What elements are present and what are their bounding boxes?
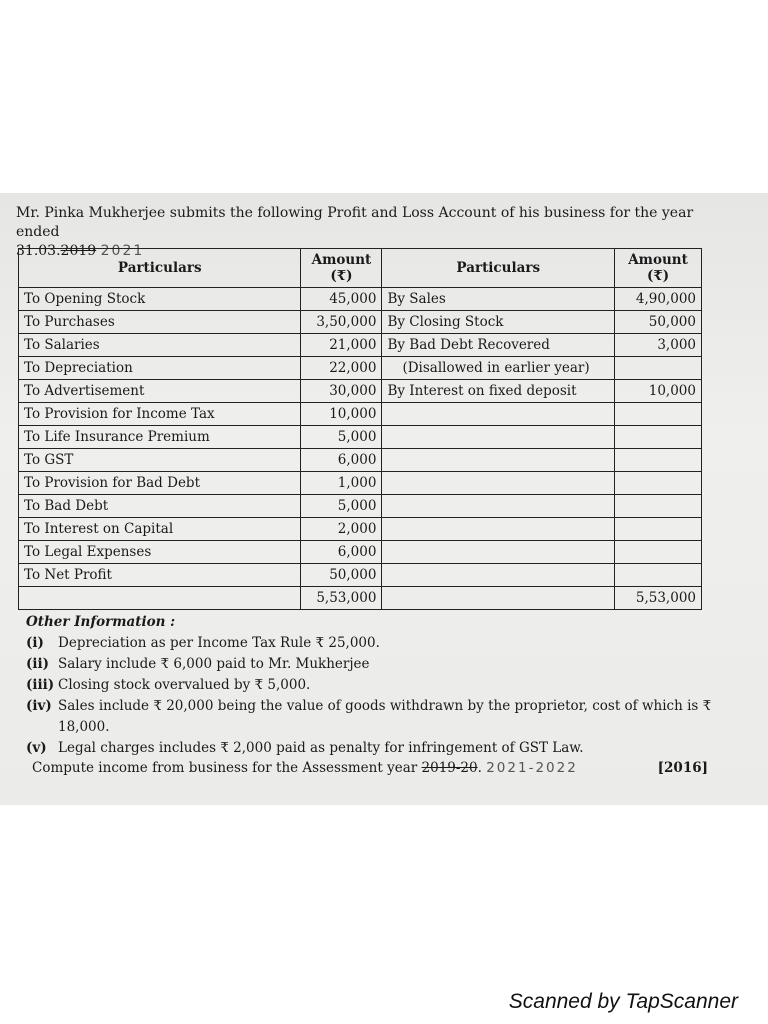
debit-amount: 5,000: [301, 495, 382, 518]
credit-label: By Sales: [382, 288, 615, 311]
debit-label: To Bad Debt: [19, 495, 301, 518]
other-info-heading: Other Information :: [26, 614, 176, 630]
table-total-row: [19, 587, 702, 610]
table-row: [19, 518, 702, 541]
debit-label: To Net Profit: [19, 564, 301, 587]
table-row: [19, 380, 702, 403]
debit-label: To Depreciation: [19, 357, 301, 380]
credit-amount: 4,90,000: [615, 288, 702, 311]
debit-label: To Life Insurance Premium: [19, 426, 301, 449]
table-row: [19, 541, 702, 564]
credit-amount: 10,000: [615, 380, 702, 403]
table-row: [19, 288, 702, 311]
credit-total: 5,53,000: [615, 587, 702, 610]
debit-total: 5,53,000: [301, 587, 382, 610]
debit-label: To Salaries: [19, 334, 301, 357]
debit-label: To Advertisement: [19, 380, 301, 403]
intro-text: Mr. Pinka Mukherjee submits the following Profit and Loss Account of his business for the year ended: [16, 205, 694, 240]
other-info-item: (ii) Salary include ₹ 6,000 paid to Mr. Mukherjee: [26, 656, 370, 672]
table-row: [19, 357, 702, 380]
debit-amount: 1,000: [301, 472, 382, 495]
debit-amount: 50,000: [301, 564, 382, 587]
debit-label: To Interest on Capital: [19, 518, 301, 541]
credit-label: By Closing Stock: [382, 311, 615, 334]
other-info-item: (iv) Sales include ₹ 20,000 being the value of goods withdrawn by the proprietor, cost of which is ₹ 18,000.: [26, 698, 712, 735]
profit-loss-table: [18, 248, 702, 610]
table-row: [19, 472, 702, 495]
debit-label: To GST: [19, 449, 301, 472]
question-reference: [2016]: [657, 760, 708, 776]
credit-amount-header: Amount (₹): [615, 249, 702, 288]
debit-amount: 5,000: [301, 426, 382, 449]
credit-label: (Disallowed in earlier year): [382, 357, 615, 380]
table-row: [19, 426, 702, 449]
other-info-item: (i) Depreciation as per Income Tax Rule ₹ 25,000.: [26, 635, 380, 651]
debit-label: To Legal Expenses: [19, 541, 301, 564]
scanner-watermark: Scanned by TapScanner: [508, 990, 738, 1013]
credit-label: By Interest on fixed deposit: [382, 380, 615, 403]
debit-amount: 10,000: [301, 403, 382, 426]
debit-particulars-header: Particulars: [19, 249, 301, 288]
intro-date-handwritten: 2021: [100, 243, 145, 259]
other-info-item: (iii) Closing stock overvalued by ₹ 5,000.: [26, 677, 311, 693]
question-year-struck: 2019-20: [421, 760, 478, 776]
question-text: Compute income from business for the Assessment year: [32, 760, 418, 776]
debit-amount: 6,000: [301, 449, 382, 472]
credit-amount: [615, 357, 702, 380]
debit-amount: 30,000: [301, 380, 382, 403]
other-info-item: (v) Legal charges includes ₹ 2,000 paid as penalty for infringement of GST Law.: [26, 740, 584, 756]
debit-amount: 21,000: [301, 334, 382, 357]
intro-date-prefix: 31.03.: [16, 243, 61, 259]
debit-label: To Provision for Income Tax: [19, 403, 301, 426]
credit-amount: 50,000: [615, 311, 702, 334]
credit-particulars-header: Particulars: [382, 249, 615, 288]
table-row: [19, 564, 702, 587]
question-year-handwritten: 2021-2022: [486, 760, 578, 776]
debit-amount: 2,000: [301, 518, 382, 541]
intro-date-struck: 2019: [60, 243, 97, 259]
debit-amount: 22,000: [301, 357, 382, 380]
debit-amount: 3,50,000: [301, 311, 382, 334]
debit-amount: 45,000: [301, 288, 382, 311]
table-row: [19, 403, 702, 426]
debit-label: To Opening Stock: [19, 288, 301, 311]
other-information: [26, 612, 716, 759]
debit-amount-header: Amount (₹): [301, 249, 382, 288]
table-header-row: [19, 249, 702, 288]
debit-label: To Provision for Bad Debt: [19, 472, 301, 495]
credit-label: By Bad Debt Recovered: [382, 334, 615, 357]
table-row: [19, 449, 702, 472]
table-row: [19, 495, 702, 518]
table-row: [19, 311, 702, 334]
credit-amount: 3,000: [615, 334, 702, 357]
table-row: [19, 334, 702, 357]
question-line: Compute income from business for the Assessment year 2019-20. 2021-2022 [2016]: [32, 760, 708, 776]
debit-label: To Purchases: [19, 311, 301, 334]
debit-amount: 6,000: [301, 541, 382, 564]
